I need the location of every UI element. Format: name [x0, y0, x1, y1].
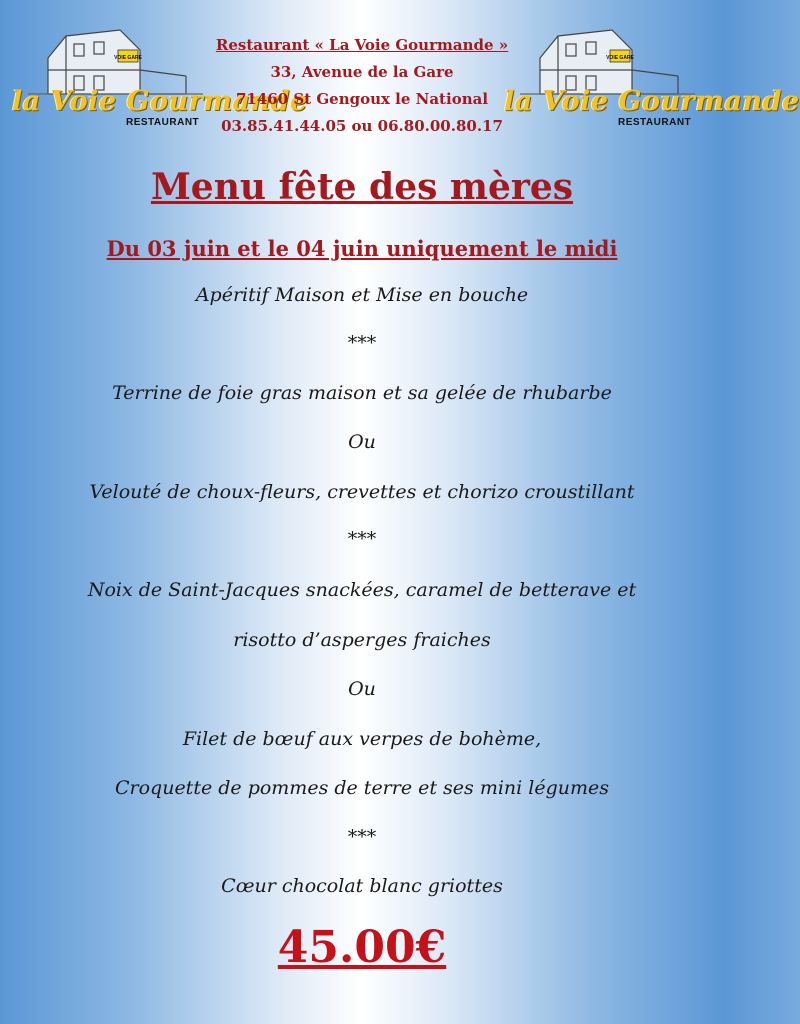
menu-item: risotto d’asperges fraiches [233, 629, 491, 651]
menu-price: 45.00€ [277, 922, 447, 973]
logo-sign-text: VOIE GARE [114, 55, 142, 61]
menu-or: Ou [348, 678, 376, 700]
restaurant-logo-right [500, 20, 800, 130]
menu-dates: Du 03 juin et le 04 juin uniquement le midi [106, 236, 618, 261]
logo-sub-text: RESTAURANT [126, 117, 200, 128]
menu-separator: *** [347, 826, 377, 848]
menu-item: Terrine de foie gras maison et sa gelée de rhubarbe [112, 382, 612, 404]
menu-item: Croquette de pommes de terre et ses mini légumes [114, 777, 610, 799]
menu-item: Noix de Saint-Jacques snackées, caramel de betterave et [87, 579, 637, 601]
menu-item: Velouté de choux-fleurs, crevettes et chorizo croustillant [89, 481, 635, 503]
restaurant-name: Restaurant « La Voie Gourmande » [215, 36, 509, 54]
menu-or: Ou [348, 431, 376, 453]
logo-sign-text: VOIE GARE [606, 55, 634, 61]
menu-item: Cœur chocolat blanc griottes [221, 875, 503, 897]
logo-brand-text: la Voie Gourmande [12, 86, 308, 117]
logo-sub-text: RESTAURANT [618, 117, 692, 128]
menu-item: Apéritif Maison et Mise en bouche [195, 284, 529, 306]
restaurant-contact-block [200, 32, 524, 140]
restaurant-logo-left [8, 20, 308, 130]
menu-item: Filet de bœuf aux verpes de bohème, [182, 728, 542, 750]
menu-separator: *** [347, 528, 377, 550]
menu-title: Menu fête des mères [150, 166, 574, 208]
restaurant-city: 71460 St Gengoux le National [235, 90, 489, 108]
restaurant-address: 33, Avenue de la Gare [270, 63, 454, 81]
menu-separator: *** [347, 332, 377, 354]
restaurant-phones: 03.85.41.44.05 ou 06.80.00.80.17 [221, 117, 503, 135]
logo-brand-text: la Voie Gourmande [504, 86, 800, 117]
